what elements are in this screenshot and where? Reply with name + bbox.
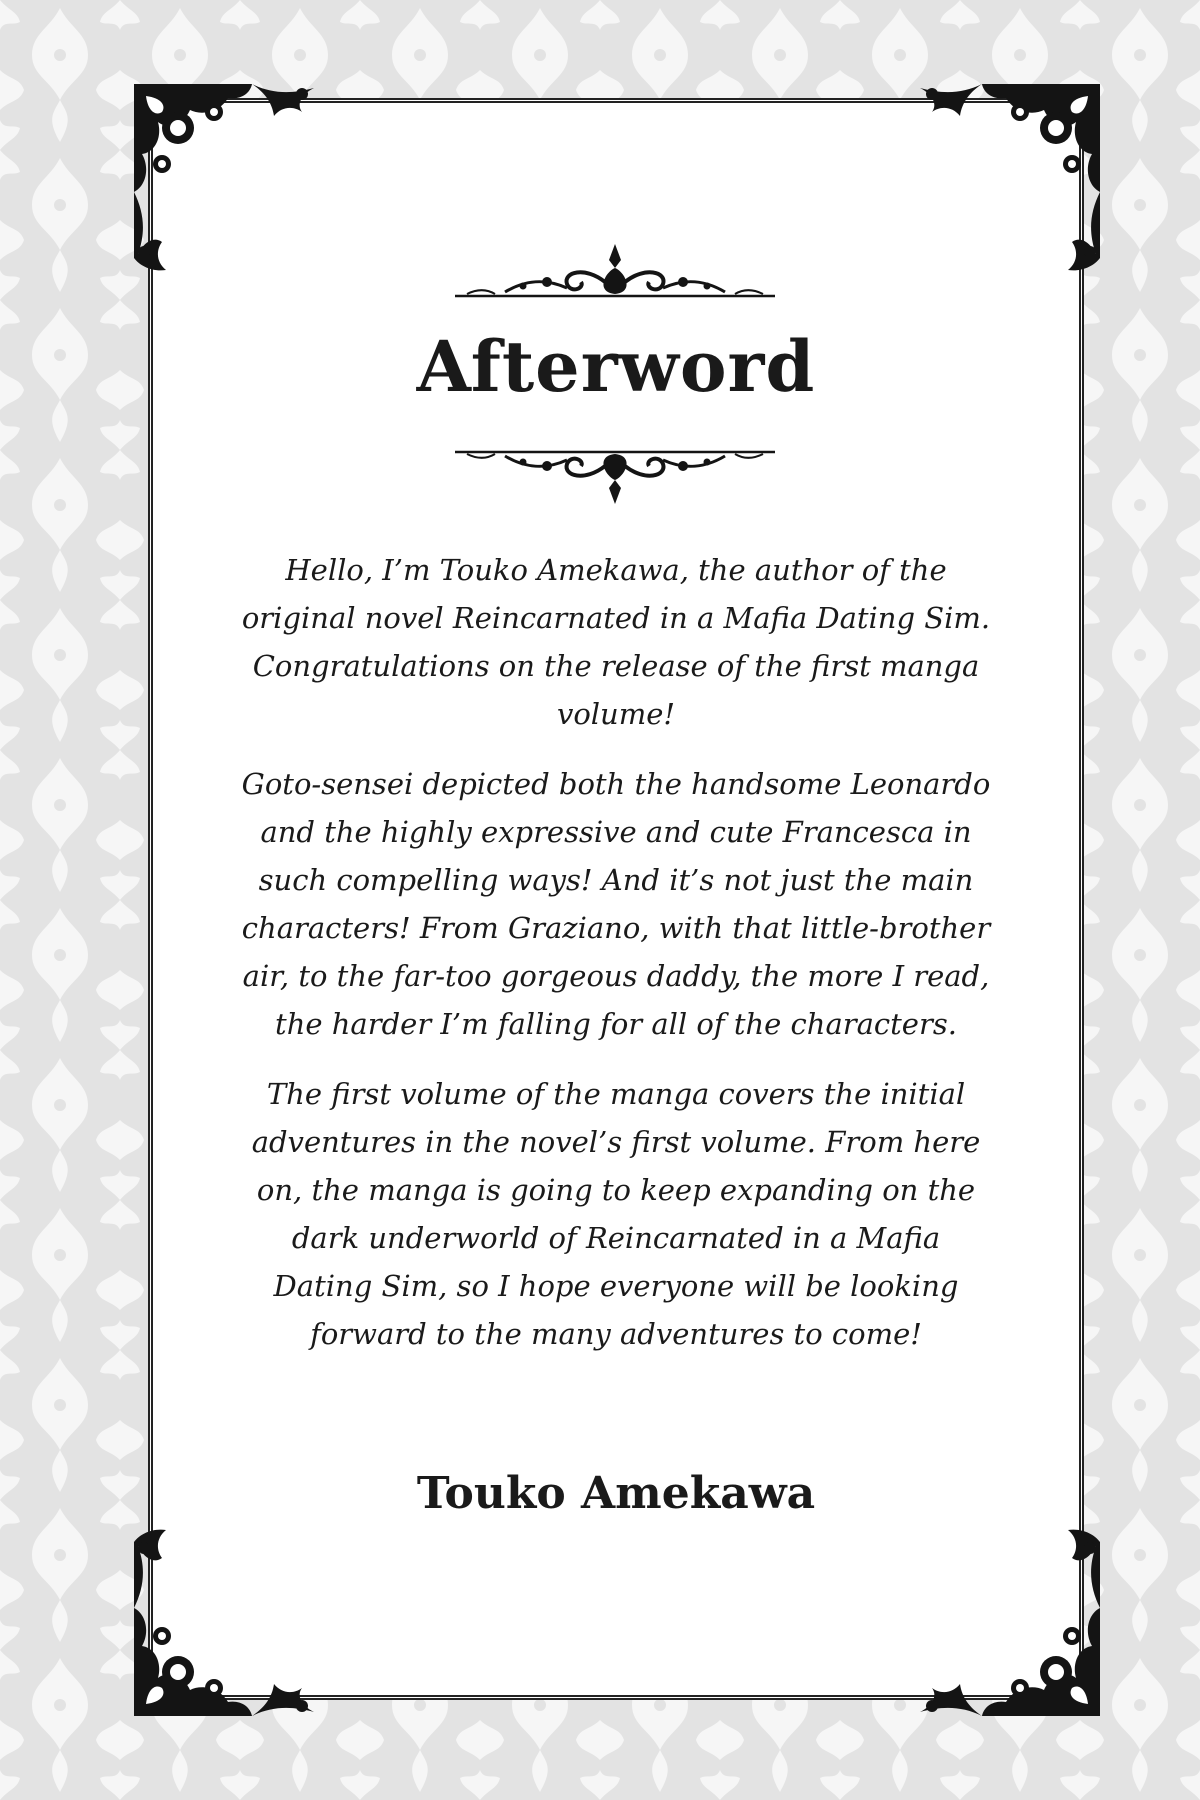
book-title: Reincarnated in a Mafia Dating Sim <box>273 1221 941 1303</box>
afterword-body <box>240 546 992 1380</box>
corner-ornament-bottom-right <box>902 1518 1102 1718</box>
paragraph-3 <box>240 1070 992 1358</box>
corner-ornament-bottom-left <box>132 1518 332 1718</box>
paragraph-text: . Congratulations on the release of the first manga volume! <box>252 601 991 731</box>
title-flourish-top-icon <box>455 238 775 308</box>
page-title: Afterword <box>416 325 816 408</box>
book-title: Reincarnated in a Mafia Dating Sim <box>452 601 981 635</box>
paragraph-text: The first volume of the manga covers the initial adventures in the novel’s first volume. From here on, the manga is going to keep expanding on the dark underworld of <box>251 1077 981 1255</box>
paragraph-2 <box>240 760 992 1048</box>
paragraph-text: , so I hope everyone will be looking forward to the many adventures to come! <box>310 1269 959 1351</box>
title-flourish-bottom-icon <box>455 440 775 510</box>
paragraph-1 <box>240 546 992 738</box>
paragraph-text: Hello, I’m Touko Amekawa, the author of the original novel <box>241 553 947 635</box>
author-signature: Touko Amekawa <box>416 1468 816 1519</box>
corner-ornament-top-left <box>132 82 332 282</box>
paragraph-text: Goto-sensei depicted both the handsome Leonardo and the highly expressive and cute Francesca in such compelling ways! And it’s not just the main characters! From Graziano, with that little-brother air, to the far-too gorgeous daddy, the more I read, the harder I’m falling for all of the characters. <box>241 767 991 1041</box>
corner-ornament-top-right <box>902 82 1102 282</box>
